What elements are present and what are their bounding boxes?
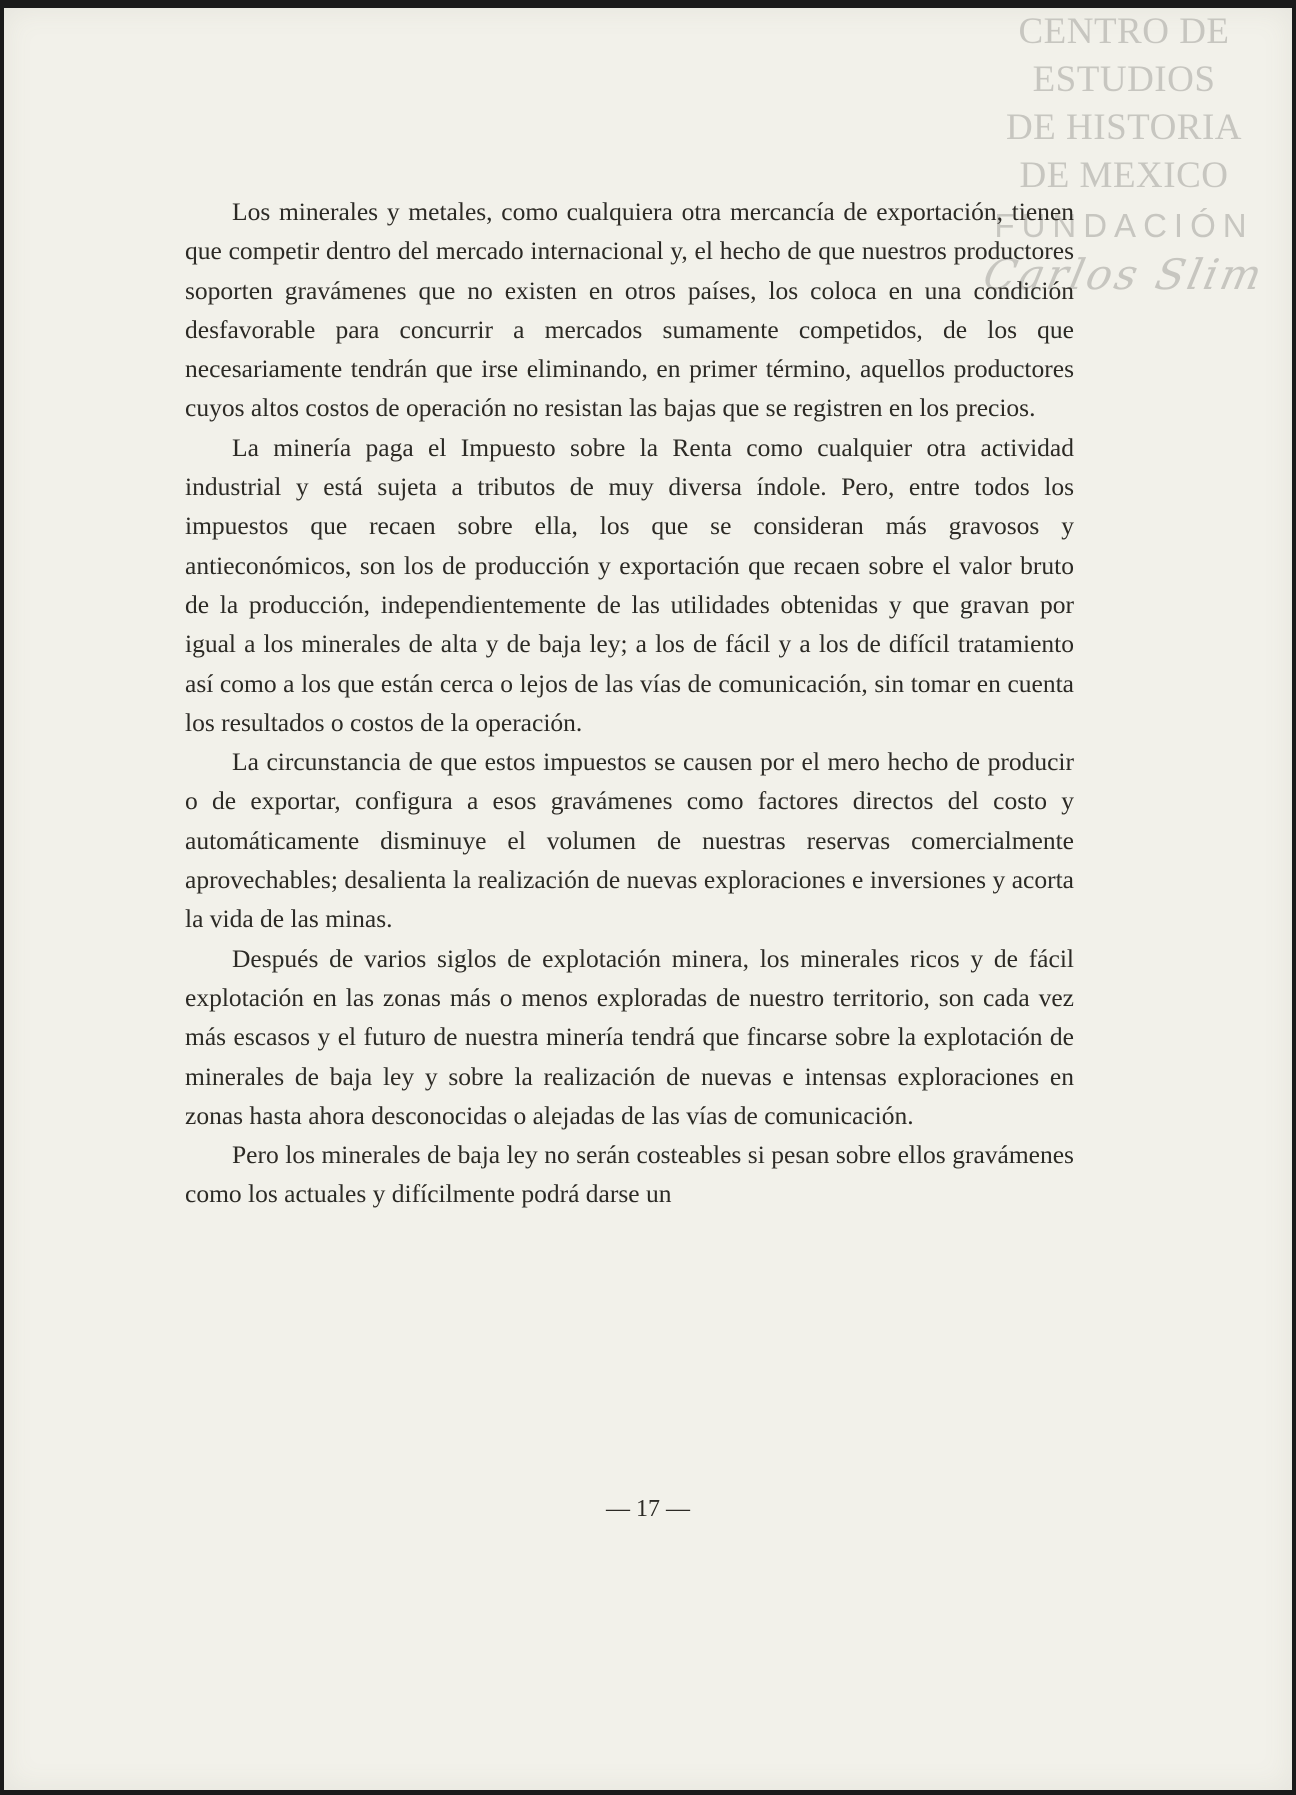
paragraph: Después de varios siglos de explotación minera, los minerales ricos y de fácil explotación en las zonas más o menos exploradas de nuestro territorio, son cada vez más escasos y el futuro de nuestra minería tendrá que fincarse sobre la explotación de minerales de baja ley y sobre la realización de nuevas e intensas exploraciones en zonas hasta ahora desconocidas o alejadas de las vías de comunicación. <box>185 943 1074 1130</box>
watermark-line: DE HISTORIA <box>1005 107 1243 148</box>
document-page <box>4 8 1292 1790</box>
body-text <box>185 192 1074 1214</box>
watermark-line: CENTRO DE <box>1018 11 1230 52</box>
paragraph: La minería paga el Impuesto sobre la Renta como cualquier otra actividad industrial y está sujeta a tributos de muy diversa índole. Pero, entre todos los impuestos que recaen sobre ella, los que se consideran más gravosos y antieconómicos, son los de producción y exportación que recaen sobre el valor bruto de la producción, independientemente de las utilidades obtenidas y que gravan por igual a los minerales de alta y de baja ley; a los de fácil y a los de difícil tratamiento así como a los que están cerca o lejos de las vías de comunicación, sin tomar en cuenta los resultados o costos de la operación. <box>185 432 1074 737</box>
watermark-signature: Carlos Slim <box>979 250 1269 299</box>
page-number: — 17 — <box>606 1496 690 1522</box>
watermark-fundacion: FUNDACIÓN <box>994 207 1254 244</box>
paragraph: La circunstancia de que estos impuestos se causen por el mero hecho de producir o de exportar, configura a esos gravámenes como factores directos del costo y automáticamente disminuye el volumen de nuestras reservas comercialmente aprovechables; desalienta la realización de nuevas exploraciones e inversiones y acorta la vida de las minas. <box>185 747 1074 934</box>
paragraph: Los minerales y metales, como cualquiera otra mercancía de exportación, tienen que competir dentro del mercado internacional y, el hecho de que nuestros productores soporten gravámenes que no existen en otros países, los coloca en una condición desfavorable para concurrir a mercados sumamente competidos, de los que necesariamente tendrán que irse eliminando, en primer término, aquellos productores cuyos altos costos de operación no resistan las bajas que se registren en los precios. <box>185 197 1074 423</box>
paragraph: Pero los minerales de baja ley no serán costeables si pesan sobre ellos gravámenes como los actuales y difícilmente podrá darse un <box>185 1140 1074 1209</box>
watermark-line: ESTUDIOS <box>1032 59 1216 100</box>
watermark-line: DE MEXICO <box>1019 155 1229 196</box>
